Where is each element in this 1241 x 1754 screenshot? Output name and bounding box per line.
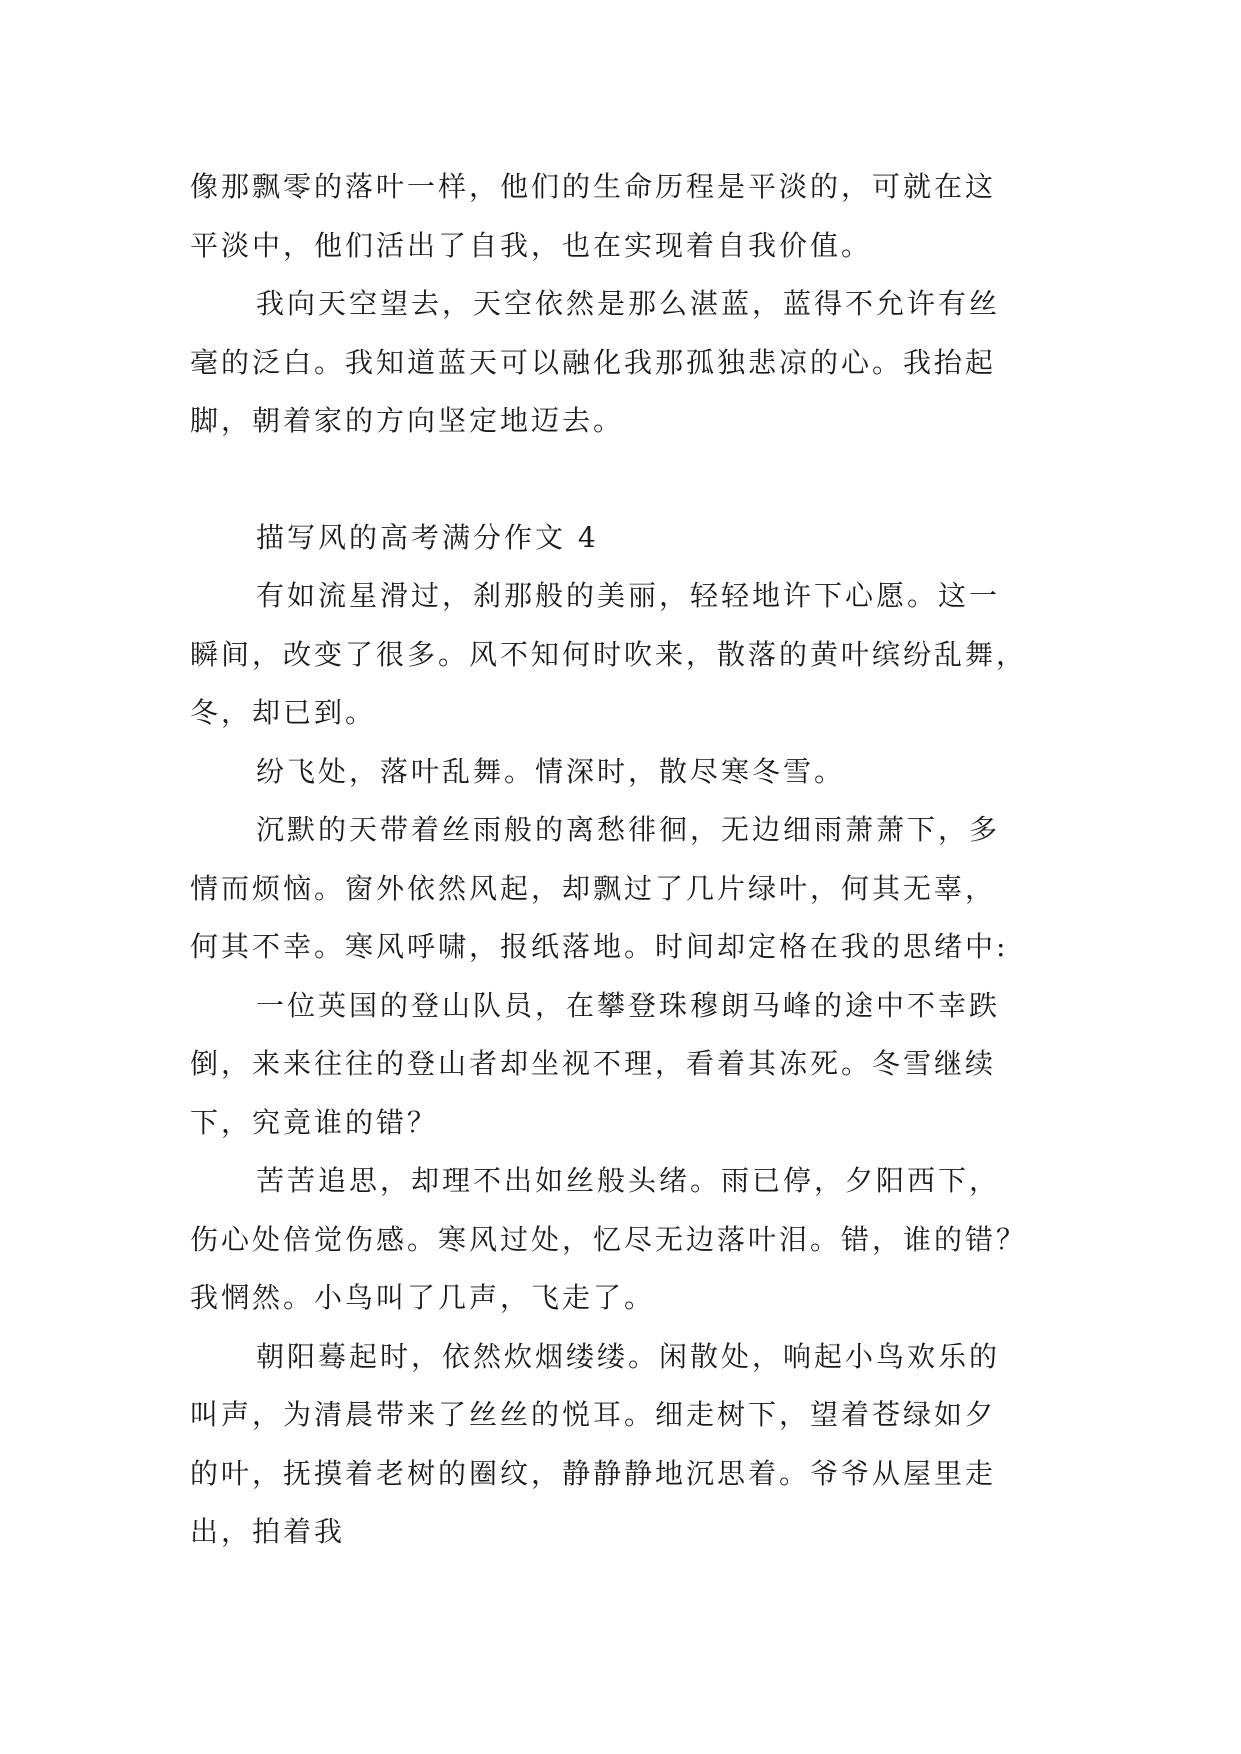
- text-line: 伤心处倍觉伤感。寒风过处，忆尽无边落叶泪。错，谁的错？: [190, 1222, 1028, 1256]
- text-line: 沉默的天带着丝雨般的离愁徘徊，无边细雨萧萧下，多: [256, 813, 1001, 846]
- text-line: 情而烦恼。窗外依然风起，却飘过了几片绿叶，何其无辜，: [190, 871, 997, 905]
- text-line: 有如流星滑过，刹那般的美丽，轻轻地许下心愿。这一: [256, 579, 1001, 612]
- text-line: 冬，却已到。: [190, 696, 377, 729]
- paragraph: [190, 1152, 1060, 1328]
- paragraph-continuation: [190, 158, 1060, 275]
- text-line: 倒，来来往往的登山者却坐视不理，看着其冻死。冬雪继续: [190, 1047, 997, 1080]
- text-line: 出，拍着我: [190, 1515, 346, 1548]
- text-line: 瞬间，改变了很多。风不知何时吹来，散落的黄叶缤纷乱舞，: [190, 637, 1028, 671]
- text-line: 脚，朝着家的方向坚定地迈去。: [190, 404, 625, 437]
- text-line: 毫的泛白。我知道蓝天可以融化我那孤独悲凉的心。我抬起: [190, 345, 997, 379]
- text-line: 平淡中，他们活出了自我，也在实现着自我价值。: [190, 228, 873, 262]
- paragraph: [190, 977, 1060, 1153]
- text-line: 一位英国的登山队员，在攀登珠穆朗马峰的途中不幸跌: [256, 988, 1001, 1022]
- text-line: 我向天空望去，天空依然是那么湛蓝，蓝得不允许有丝: [256, 287, 1001, 320]
- paragraph: [190, 1328, 1060, 1562]
- text-line: 像那飘零的落叶一样，他们的生命历程是平淡的，可就在这: [190, 170, 997, 203]
- text-line: 我惘然。小鸟叫了几声，飞走了。: [190, 1281, 656, 1314]
- text-line: 苦苦追思，却理不出如丝般头绪。雨已停，夕阳西下，: [256, 1164, 1001, 1197]
- paragraph: [190, 801, 1060, 977]
- text-line: 叫声，为清晨带来了丝丝的悦耳。细走树下，望着苍绿如夕: [190, 1398, 997, 1431]
- paragraph: [190, 275, 1060, 451]
- paragraph: [190, 567, 1060, 743]
- text-line: 朝阳蓦起时，依然炊烟缕缕。闲散处，响起小鸟欢乐的: [256, 1339, 1001, 1373]
- section-heading: 描写风的高考满分作文 4: [256, 520, 599, 554]
- document-body: [190, 158, 1060, 1562]
- text-line: 的叶，抚摸着老树的圈纹，静静静地沉思着。爷爷从屋里走: [190, 1456, 997, 1490]
- text-line: 何其不幸。寒风呼啸，报纸落地。时间却定格在我的思绪中:: [190, 930, 1009, 963]
- section-spacer: [190, 451, 1060, 509]
- paragraph: [190, 743, 1060, 802]
- text-line: 纷飞处，落叶乱舞。情深时，散尽寒冬雪。: [256, 754, 846, 788]
- text-line: 下，究竟谁的错？: [190, 1105, 439, 1139]
